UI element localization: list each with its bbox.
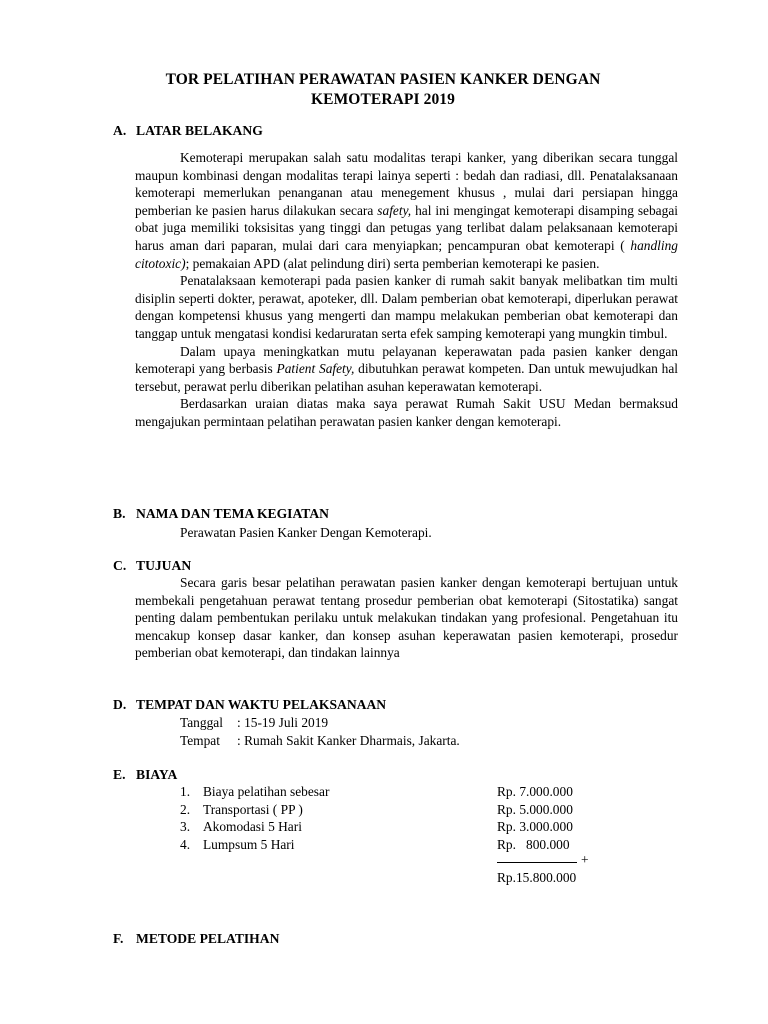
section-d-heading: D. TEMPAT DAN WAKTU PELAKSANAAN bbox=[113, 697, 387, 712]
section-a-paragraph-4: Berdasarkan uraian diatas maka saya perawat Rumah Sakit USU Medan bermaksud mengajukan permintaan pelatihan perawatan pasien kanker dengan kemoterapi. bbox=[135, 396, 678, 429]
document-title bbox=[118, 70, 648, 110]
sum-divider bbox=[497, 862, 577, 863]
cost-row: 4. Lumpsum 5 Hari Rp. 800.000 bbox=[180, 836, 570, 852]
section-d-place: Tempat : Rumah Sakit Kanker Dharmais, Jakarta. bbox=[180, 733, 460, 748]
cost-row: 3. Akomodasi 5 Hari Rp. 3.000.000 bbox=[180, 819, 573, 835]
cost-row: 2. Transportasi ( PP ) Rp. 5.000.000 bbox=[180, 801, 573, 817]
section-c-paragraph: Secara garis besar pelatihan perawatan pasien kanker dengan kemoterapi bertujuan untuk membekali pengetahuan perawat tentang prosedur pemberian obat kemoterapi (Sitostatika) sangat penting dalam pembentukan perilaku untuk melakukan tindakan yang profesional. Pengetahuan itu mencakup konsep dasar kanker, dan konsep asuhan keperawatan pasien kemoterapi, prosedur pemberian obat kemoterapi, dan tindakan lainnya bbox=[135, 575, 678, 661]
section-c-body bbox=[135, 574, 678, 662]
section-f-heading: F. METODE PELATIHAN bbox=[113, 931, 280, 946]
section-d-date: Tanggal : 15-19 Juli 2019 bbox=[180, 715, 329, 730]
sum-plus-sign: + bbox=[581, 852, 589, 867]
section-a-heading: A. LATAR BELAKANG bbox=[113, 123, 263, 138]
section-b-heading: B. NAMA DAN TEMA KEGIATAN bbox=[113, 506, 329, 521]
section-b-text: Perawatan Pasien Kanker Dengan Kemoterapi. bbox=[180, 525, 432, 540]
cost-list bbox=[180, 783, 600, 853]
cost-row: 1. Biaya pelatihan sebesar Rp. 7.000.000 bbox=[180, 784, 573, 799]
cost-total: Rp.15.800.000 bbox=[497, 870, 577, 885]
section-a-paragraph-2: Penatalaksaan kemoterapi pada pasien kanker di rumah sakit banyak melibatkan tim multi disiplin seperti dokter, perawat, apoteker, dll. Dalam pemberian obat kemoterapi, diperlukan perawat dengan kompetensi khusus yang mengerti dan mampu melakukan pemberian obat kemoterapi dan tanggap untuk mengatasi kondisi kedaruratan serta efek samping kemoterapi yang mungkin timbul. bbox=[135, 273, 678, 341]
section-e-heading: E. BIAYA bbox=[113, 767, 178, 782]
section-a-paragraph-1: Kemoterapi merupakan salah satu modalitas terapi kanker, yang diberikan secara tunggal maupun kombinasi dengan modalitas terapi lainya seperti : bedah dan radiasi, dll. Penatalaksanaan kemoterapi memerlukan penanganan atau menegement khusus , mulai dari persiapan hingga pemberian ke pasien harus dilakukan secara safety, hal ini mengingat kemoterapi disamping sebagai obat juga memiliki toksisitas yang tinggi dan petugas yang terlibat dalam pelaksanaan kemoterapi harus aman dari paparan, mulai dari cara menyiapkan; pencampuran obat kemoterapi ( handling citotoxic); pemakaian APD (alat pelindung diri) serta pemberian kemoterapi ke pasien. bbox=[135, 150, 678, 271]
section-c-heading: C. TUJUAN bbox=[113, 558, 192, 573]
section-a-body bbox=[135, 149, 678, 431]
title-line-2: KEMOTERAPI 2019 bbox=[310, 91, 456, 108]
section-a-paragraph-3: Dalam upaya meningkatkan mutu pelayanan keperawatan pada pasien kanker dengan kemoterapi yang berbasis Patient Safety, dibutuhkan perawat kompeten. Dan untuk mewujudkan hal tersebut, perawat perlu diberikan pelatihan asuhan keperawatan kemoterapi. bbox=[135, 343, 678, 394]
title-line-1: TOR PELATIHAN PERAWATAN PASIEN KANKER DENGAN bbox=[165, 71, 601, 88]
